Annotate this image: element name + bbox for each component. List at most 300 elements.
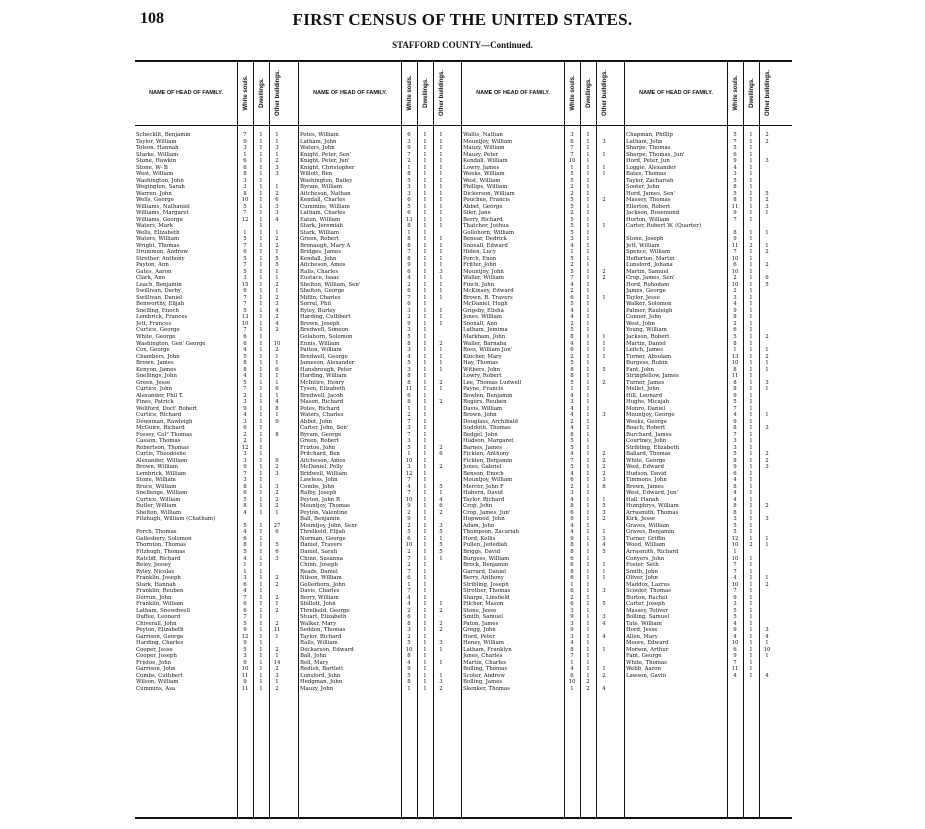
head-of-family-name: Markham, John: [463, 333, 506, 340]
dwellings-value: 1: [259, 307, 263, 314]
other-buildings-value: 10: [763, 646, 771, 653]
head-of-family-name: Fant, John: [626, 366, 655, 373]
white-souls-value: 9: [407, 145, 411, 152]
other-buildings-value: 8: [275, 405, 279, 412]
dwellings-value: 1: [749, 347, 753, 354]
dwellings-value: 1: [423, 171, 427, 178]
white-souls-value: 11: [241, 672, 249, 679]
dwellings-value: 1: [259, 529, 263, 536]
white-souls-value: 8: [243, 542, 247, 549]
dwellings-value: 1: [586, 197, 590, 204]
other-buildings-value: 3: [602, 138, 606, 145]
head-of-family-name: Bolling, Samuel: [626, 614, 670, 621]
head-of-family-name: Webb, Aaron: [626, 666, 662, 673]
dwellings-value: 1: [259, 320, 263, 327]
other-buildings-value: 2: [765, 197, 769, 204]
other-buildings-value: 2: [765, 132, 769, 138]
head-of-family-name: Stone, Joseph: [626, 236, 664, 243]
white-souls-value: 5: [243, 203, 247, 210]
head-of-family-name: Dorrun, John: [136, 594, 172, 601]
white-souls-value: 9: [243, 679, 247, 686]
white-souls-value: 7: [407, 418, 411, 425]
white-souls-value: 2: [407, 562, 411, 569]
other-buildings-value: 3: [765, 203, 769, 210]
other-buildings-value: 2: [439, 685, 443, 692]
dwellings-value: 1: [423, 216, 427, 223]
head-of-family-name: Turner, Griffin: [626, 535, 666, 542]
census-table: [135, 60, 792, 819]
head-of-family-name: Latham, John: [300, 138, 337, 145]
white-souls-value: 3: [243, 399, 247, 406]
other-buildings-value: 4: [275, 399, 279, 406]
head-of-family-name: McIntire, Henry: [300, 379, 345, 386]
other-buildings-value: 2: [275, 242, 279, 249]
dwellings-value: 1: [586, 386, 590, 393]
white-souls-value: 1: [407, 451, 411, 458]
other-buildings-value: 1: [439, 158, 443, 165]
head-of-family-name: Suddoth, Thomas: [463, 425, 511, 432]
name-column-header: NAME OF HEAD OF FAMILY.: [476, 89, 550, 96]
head-of-family-name: Gregg, John: [463, 627, 496, 634]
dwellings-value: 1: [259, 627, 263, 634]
head-of-family-name: Ellerton, Robert: [626, 203, 671, 210]
dwellings-value: 1: [423, 386, 427, 393]
white-souls-value: 10: [731, 640, 739, 647]
other-buildings-value: 1: [602, 529, 606, 536]
white-souls-value: 10: [241, 320, 249, 327]
other-buildings-value: 2: [765, 262, 769, 269]
white-souls-value: 1: [733, 347, 737, 354]
white-souls-value: 9: [570, 535, 574, 542]
dwellings-value: 1: [259, 210, 263, 217]
head-of-family-name: Aitcheson, Amos: [300, 457, 346, 464]
white-souls-value: 6: [407, 614, 411, 621]
head-of-family-name: Ralls, William: [300, 640, 338, 647]
dwellings-value: 1: [749, 320, 753, 327]
head-of-family-name: Finch, John: [463, 281, 495, 288]
other-buildings-value: 4: [765, 672, 769, 679]
white-souls-value: 4: [407, 659, 411, 666]
dwellings-value: 1: [423, 672, 427, 679]
dwellings-value: 1: [423, 249, 427, 256]
head-of-family-name: West, Edward: [626, 464, 664, 471]
other-buildings-value: 5: [275, 255, 279, 262]
head-of-family-name: Burton, Rachel: [626, 594, 668, 601]
head-of-family-name: Benson, Enoch: [463, 470, 504, 477]
head-of-family-name: Willott, Ben: [300, 171, 333, 178]
head-of-family-name: Threlkeld, Elijah: [300, 529, 346, 536]
dwellings-value: 1: [586, 522, 590, 529]
dwellings-value: 1: [586, 294, 590, 301]
dwellings-value: 1: [586, 614, 590, 621]
head-of-family-name: Arrasmith, Richard: [626, 549, 679, 555]
other-buildings-value: 1: [602, 575, 606, 582]
dwellings-value: 1: [423, 516, 427, 523]
head-of-family-name: Berry, Anthony: [463, 575, 504, 582]
other-buildings-value: 2: [439, 509, 443, 516]
dwellings-value: 1: [423, 470, 427, 477]
dwellings-value: 1: [423, 255, 427, 262]
head-of-family-name: Bolling, James: [463, 679, 503, 686]
head-of-family-name: Hefferton, Martin: [626, 255, 675, 262]
head-of-family-name: Bowlen, Benjamin: [463, 392, 513, 399]
dwellings-value: 2: [586, 679, 590, 686]
other-buildings-value: 1: [275, 249, 279, 256]
dwellings-value: 1: [259, 607, 263, 614]
white-souls-value: 5: [570, 444, 574, 451]
dwellings-value: 1: [423, 594, 427, 601]
dwellings-value: 1: [259, 679, 263, 686]
dwellings-value: 1: [586, 594, 590, 601]
other-buildings-value: 2: [602, 197, 606, 204]
other-buildings-value: 1: [765, 386, 769, 393]
white-souls-value: 9: [733, 236, 737, 243]
head-of-family-name: Ficklen, Benjamin: [463, 457, 513, 464]
other-buildings-value: 4: [602, 620, 606, 627]
dwellings-value: 1: [423, 490, 427, 497]
dwellings-value: 1: [259, 333, 263, 340]
dwellings-value: 1: [259, 229, 263, 236]
head-of-family-name: Waters, Mark: [136, 223, 173, 230]
white-souls-value: 3: [407, 425, 411, 432]
dwellings-value: 1: [749, 177, 753, 184]
other-buildings-value: 2: [602, 451, 606, 458]
white-souls-value: 3: [243, 451, 247, 458]
other-buildings-value: 2: [602, 275, 606, 282]
head-of-family-name: Cummins, William: [300, 203, 350, 210]
head-of-family-name: Bredwell, George: [300, 353, 348, 360]
other-buildings-value: 3: [602, 614, 606, 621]
head-of-family-name: Latham, Snowdwell: [136, 607, 190, 614]
white-souls-value: 5: [243, 255, 247, 262]
dwellings-value: 1: [259, 509, 263, 516]
white-souls-value: 3: [243, 418, 247, 425]
other-buildings-value: 3: [275, 210, 279, 217]
dwellings-value: 1: [423, 281, 427, 288]
head-of-family-name: Fitzhugh, William (Chatham): [136, 516, 216, 523]
dwellings-value: 1: [259, 496, 263, 503]
white-souls-value: 6: [407, 301, 411, 308]
other-buildings-value: 3: [439, 679, 443, 686]
other-buildings-value: 2: [765, 353, 769, 360]
head-of-family-name: White, Thomas: [626, 659, 667, 666]
white-souls-value: 2: [243, 431, 247, 438]
dwellings-value: 1: [749, 490, 753, 497]
other-buildings-value: 2: [602, 464, 606, 471]
head-of-family-name: Lembrick, Frances: [136, 314, 188, 321]
head-of-family-name: Dickerson, William: [463, 190, 515, 197]
head-of-family-name: Chinn, Susanna: [300, 555, 343, 562]
dwellings-value: 1: [749, 666, 753, 673]
dwellings-value: 1: [749, 373, 753, 380]
dwellings-value: 1: [423, 607, 427, 614]
dwellings-value: 1: [423, 620, 427, 627]
dwellings-value: 1: [586, 620, 590, 627]
head-of-family-name: Porch, Enon: [463, 255, 497, 262]
other-buildings-value: 1: [765, 535, 769, 542]
head-of-family-name: Stark, Hannah: [136, 581, 176, 588]
other-buildings-value: 1: [275, 229, 279, 236]
other-buildings-value: 4: [439, 496, 443, 503]
dwellings-value: 1: [586, 601, 590, 608]
dwellings-value: 1: [749, 516, 753, 523]
white-souls-value: 5: [733, 451, 737, 458]
name-column-header: NAME OF HEAD OF FAMILY.: [149, 89, 223, 96]
white-souls-value: 7: [243, 262, 247, 269]
dwellings-value: 1: [749, 418, 753, 425]
dwellings-value: 1: [423, 158, 427, 165]
dwellings-value: 1: [259, 242, 263, 249]
dwellings-value: 1: [749, 132, 753, 138]
white-souls-value: 1: [733, 549, 737, 555]
head-of-family-name: Wells, Elizabeth: [136, 229, 180, 236]
head-of-family-name: James, George: [626, 288, 666, 295]
dwellings-value: 1: [259, 672, 263, 679]
other-buildings-value: 4: [275, 216, 279, 223]
head-of-family-name: Leach, Benjamin: [136, 281, 182, 288]
head-of-family-name: Downman, Rawleigh: [136, 418, 193, 425]
white-souls-value: 4: [570, 522, 574, 529]
dwellings-value: 1: [423, 392, 427, 399]
other-buildings-value: 1: [439, 242, 443, 249]
other-buildings-value: 3: [275, 145, 279, 152]
white-souls-value: 11: [731, 242, 739, 249]
dwellings-value: 1: [423, 666, 427, 673]
white-souls-value: 8: [570, 549, 574, 555]
dwellings-value: 1: [749, 327, 753, 334]
dwellings-value: 1: [586, 158, 590, 165]
head-of-family-name: Stone, W- B: [136, 164, 168, 171]
dwellings-value: 1: [586, 236, 590, 243]
white-souls-value: 4: [570, 340, 574, 347]
white-souls-value: 9: [733, 418, 737, 425]
other-buildings-value: 5: [765, 281, 769, 288]
dwellings-value: 1: [259, 171, 263, 178]
other-buildings-value: 5: [439, 529, 443, 536]
dwellings-value: 1: [259, 294, 263, 301]
white-souls-value: 7: [570, 145, 574, 152]
white-souls-value: 9: [733, 158, 737, 165]
white-souls-value: 3: [733, 601, 737, 608]
white-souls-value: 3: [570, 633, 574, 640]
white-souls-value: 4: [243, 373, 247, 380]
other-buildings-value: 2: [275, 490, 279, 497]
block-rows: [625, 132, 793, 679]
other-buildings-value: 1: [439, 177, 443, 184]
white-souls-value: 5: [243, 522, 247, 529]
dwellings-value: 1: [423, 477, 427, 484]
dwellings-value: 1: [586, 392, 590, 399]
head-of-family-name: Curtice, George: [136, 327, 180, 334]
head-of-family-name: Snoxall, Edward: [463, 242, 508, 249]
other-buildings-value: 1: [275, 509, 279, 516]
other-buildings-value: 1: [765, 412, 769, 419]
head-of-family-name: McDaniel, Polly: [300, 464, 343, 471]
head-of-family-name: Burgess, William: [463, 555, 510, 562]
white-souls-value: 5: [243, 496, 247, 503]
head-of-family-name: Sharpe, Thomas, Jun': [626, 151, 685, 158]
other-buildings-value: 1: [439, 659, 443, 666]
white-souls-value: 8: [407, 653, 411, 660]
dwellings-value: 1: [259, 399, 263, 406]
table-row: [625, 673, 793, 680]
dwellings-value: 1: [259, 373, 263, 380]
head-of-family-name: Stribling, Joseph: [463, 581, 509, 588]
head-of-family-name: Conner, John: [626, 314, 662, 321]
white-souls-value: 9: [733, 594, 737, 601]
white-souls-value: 6: [243, 340, 247, 347]
dwellings-value: 1: [749, 203, 753, 210]
table-block: [298, 60, 462, 819]
head-of-family-name: Curtice, Richard: [136, 412, 182, 419]
white-souls-value: 3: [243, 184, 247, 191]
head-of-family-name: Brown, John: [463, 412, 497, 419]
head-of-family-name: Thompson, Zacariah: [463, 529, 519, 536]
other-buildings-value: 2: [439, 379, 443, 386]
dwellings-value: 1: [586, 659, 590, 666]
head-of-family-name: Brown, James: [626, 483, 664, 490]
other-buildings-value: 2: [602, 672, 606, 679]
head-of-family-name: Sharpe, Linsfield: [463, 594, 510, 601]
white-souls-value: 2: [243, 392, 247, 399]
white-souls-value: 9: [407, 262, 411, 269]
white-souls-value: 4: [243, 555, 247, 562]
head-of-family-name: Lembrick, William: [136, 470, 187, 477]
dwellings-value: 1: [749, 405, 753, 412]
white-souls-value: 3: [570, 620, 574, 627]
dwellings-value: 1: [586, 281, 590, 288]
other-buildings-value: 1: [439, 386, 443, 393]
other-buildings-value: 2: [602, 379, 606, 386]
dwellings-value: 1: [423, 425, 427, 432]
white-souls-value: 9: [733, 653, 737, 660]
other-buildings-value: 1: [765, 210, 769, 217]
white-souls-value: 6: [733, 151, 737, 158]
head-of-family-name: Kincher, Mary: [463, 353, 502, 360]
white-souls-value: 5: [570, 255, 574, 262]
white-souls-value: 3: [243, 177, 247, 184]
dwellings-value: 1: [423, 164, 427, 171]
head-of-family-name: Knight, Christopher: [300, 164, 355, 171]
other-buildings-value: 1: [602, 646, 606, 653]
white-souls-value: 6: [243, 249, 247, 256]
other-buildings-value: 3: [275, 672, 279, 679]
head-of-family-name: Wegington, Sarah: [136, 184, 185, 191]
white-souls-value: 3: [733, 516, 737, 523]
head-of-family-name: Washington, Bailey: [300, 177, 353, 184]
dwellings-value: 1: [586, 216, 590, 223]
white-souls-value: 8: [243, 190, 247, 197]
white-souls-value: 8: [407, 255, 411, 262]
white-souls-value: 5: [407, 672, 411, 679]
other-buildings-value: 1: [439, 555, 443, 562]
other-buildings-value: 1: [439, 171, 443, 178]
dwellings-value: 1: [259, 412, 263, 419]
head-of-family-name: Norman, George: [300, 535, 346, 542]
dwellings-value: 1: [259, 405, 263, 412]
head-of-family-name: Snoxall, Ann: [463, 320, 498, 327]
white-souls-value: 5: [243, 646, 247, 653]
other-buildings-value: 1: [602, 223, 606, 230]
white-souls-value: 4: [733, 412, 737, 419]
other-buildings-value: 3: [439, 522, 443, 529]
white-souls-value: 3: [407, 184, 411, 191]
white-souls-value: 10: [405, 646, 413, 653]
head-of-family-name: Crop, John: [463, 503, 493, 510]
page-number: 108: [140, 10, 164, 27]
white-souls-value: 6: [243, 581, 247, 588]
dwellings-value: 1: [259, 633, 263, 640]
dwellings-value: 1: [259, 138, 263, 145]
dwellings-value: 1: [749, 379, 753, 386]
head-of-family-name: Fritter, John: [463, 262, 497, 269]
head-of-family-name: Stone, William: [136, 477, 176, 484]
white-souls-value: 3: [570, 132, 574, 138]
dwellings-value: 1: [423, 575, 427, 582]
head-of-family-name: Ryley, Burley: [300, 307, 336, 314]
other-buildings-header: Other buildings.: [596, 60, 613, 125]
other-buildings-value: 2: [275, 347, 279, 354]
head-of-family-name: Stark, Jeremiah: [300, 223, 343, 230]
white-souls-value: 4: [570, 425, 574, 432]
dwellings-value: 1: [423, 412, 427, 419]
head-of-family-name: Taylor, Jesse: [626, 294, 660, 301]
dwellings-value: 1: [423, 275, 427, 282]
name-column-header: NAME OF HEAD OF FAMILY.: [639, 89, 713, 96]
white-souls-value: 8: [733, 197, 737, 204]
white-souls-value: 1: [407, 164, 411, 171]
dwellings-value: 1: [423, 640, 427, 647]
head-of-family-name: Cooper, Joseph: [136, 653, 177, 660]
white-souls-value: 7: [243, 242, 247, 249]
dwellings-value: 1: [586, 353, 590, 360]
other-buildings-value: 4: [602, 685, 606, 692]
dwellings-value: 1: [749, 353, 753, 360]
other-buildings-value: 6: [275, 366, 279, 373]
dwellings-value: 1: [423, 347, 427, 354]
head-of-family-name: Martin, Samuel: [626, 268, 669, 275]
other-buildings-value: 1: [439, 132, 443, 138]
head-of-family-name: McDaniel, Hugh: [463, 301, 508, 308]
dwellings-value: 1: [749, 340, 753, 347]
head-of-family-name: Eustace, Isaac: [300, 275, 340, 282]
dwellings-value: 1: [586, 431, 590, 438]
white-souls-value: 7: [733, 562, 737, 569]
white-souls-value: 4: [570, 666, 574, 673]
head-of-family-name: Franklin, Reuben: [136, 588, 184, 595]
dwellings-value: 1: [259, 614, 263, 621]
dwellings-value: 1: [586, 327, 590, 334]
other-buildings-value: 1: [439, 307, 443, 314]
white-souls-value: 7: [243, 614, 247, 621]
white-souls-value: 5: [733, 529, 737, 536]
head-of-family-name: Williams, George: [136, 216, 183, 223]
white-souls-value: 5: [570, 464, 574, 471]
white-souls-value: 3: [570, 607, 574, 614]
other-buildings-value: 10: [273, 340, 281, 347]
dwellings-value: 1: [259, 268, 263, 275]
other-buildings-value: 1: [439, 249, 443, 256]
dwellings-value: 1: [259, 425, 263, 432]
head-of-family-name: Scooler, Thomas: [626, 588, 671, 595]
white-souls-value: 4: [570, 281, 574, 288]
dwellings-value: 1: [423, 223, 427, 230]
white-souls-value: 11: [731, 666, 739, 673]
white-souls-value: 6: [243, 158, 247, 165]
head-of-family-name: Kirk, Jesse: [626, 516, 656, 523]
white-souls-value: 7: [407, 568, 411, 575]
dwellings-value: 1: [423, 633, 427, 640]
